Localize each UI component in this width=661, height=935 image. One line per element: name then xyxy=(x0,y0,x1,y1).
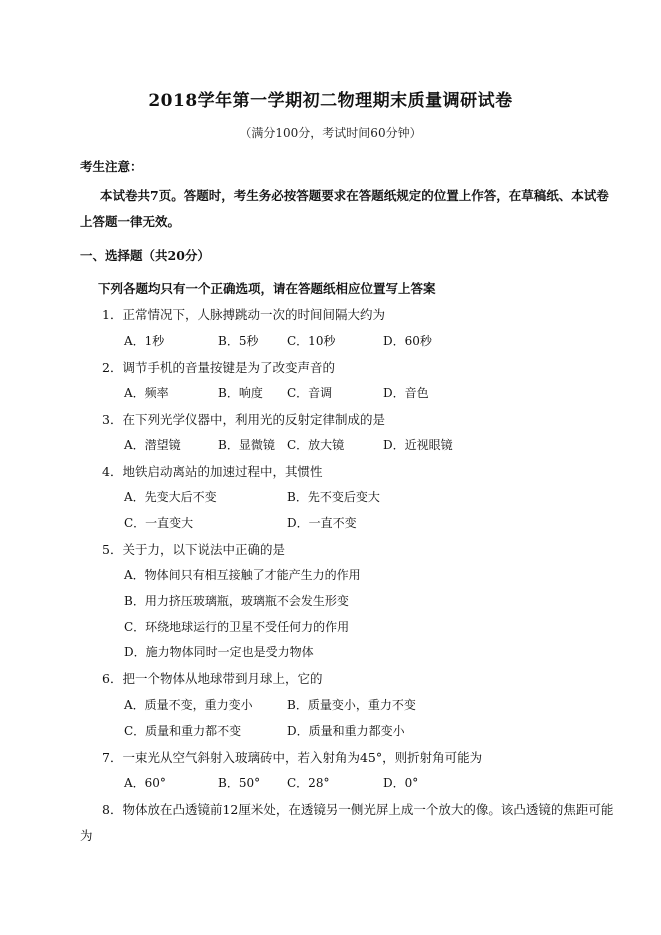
question-7-option-d: D．0° xyxy=(383,776,419,790)
question-6-option-c: C．质量和重力都不变 xyxy=(124,724,242,738)
question-6-stem: 6．把一个物体从地球带到月球上，它的 xyxy=(102,671,323,686)
question-5-stem: 5．关于力，以下说法中正确的是 xyxy=(102,542,285,557)
question-4-stem: 4．地铁启动离站的加速过程中，其惯性 xyxy=(102,464,323,479)
question-6-option-d: D．质量和重力都变小 xyxy=(287,724,405,738)
question-4-option-a: A．先变大后不变 xyxy=(124,490,217,504)
question-2-option-a: A．频率 xyxy=(124,386,169,400)
question-5-option-d: D．施力物体同时一定也是受力物体 xyxy=(124,645,314,659)
question-3-stem: 3．在下列光学仪器中，利用光的反射定律制成的是 xyxy=(102,412,385,427)
question-2-option-d: D．音色 xyxy=(383,386,429,400)
question-7-option-c: C．28° xyxy=(287,776,330,790)
question-3-option-b: B．显微镜 xyxy=(218,438,275,452)
question-5-option-b: B．用力挤压玻璃瓶，玻璃瓶不会发生形变 xyxy=(124,594,349,608)
question-8-continuation: 为 xyxy=(80,828,93,843)
section-instruction: 下列各题均只有一个正确选项，请在答题纸相应位置写上答案 xyxy=(98,281,436,296)
question-3-option-a: A．潜望镜 xyxy=(124,438,181,452)
question-8-stem: 8．物体放在凸透镜前12厘米处，在透镜另一侧光屏上成一个放大的像。该凸透镜的焦距可能 xyxy=(102,802,614,817)
question-2-option-c: C．音调 xyxy=(287,386,333,400)
question-5-option-c: C．环绕地球运行的卫星不受任何力的作用 xyxy=(124,620,350,634)
question-1-option-b: B．5秒 xyxy=(218,334,259,348)
notice-line-1: 本试卷共7页。答题时，考生务必按答题要求在答题纸规定的位置上作答，在草稿纸、本试卷 xyxy=(100,188,609,203)
question-4-option-b: B．先不变后变大 xyxy=(287,490,380,504)
question-7-option-b: B．50° xyxy=(218,776,261,790)
question-4-option-c: C．一直变大 xyxy=(124,516,194,530)
question-3-option-c: C．放大镜 xyxy=(287,438,345,452)
question-1-option-d: D．60秒 xyxy=(383,334,432,348)
question-6-option-a: A．质量不变，重力变小 xyxy=(124,698,253,712)
question-7-stem: 7．一束光从空气斜射入玻璃砖中，若入射角为45°，则折射角可能为 xyxy=(102,750,483,765)
question-7-option-a: A．60° xyxy=(124,776,166,790)
question-2-stem: 2．调节手机的音量按键是为了改变声音的 xyxy=(102,360,335,375)
question-6-option-b: B．质量变小，重力不变 xyxy=(287,698,416,712)
question-3-option-d: D．近视眼镜 xyxy=(383,438,453,452)
question-1-stem: 1．正常情况下，人脉搏跳动一次的时间间隔大约为 xyxy=(102,307,385,322)
notice-line-2: 上答题一律无效。 xyxy=(80,214,181,229)
exam-subtitle: （满分100分，考试时间60分钟） xyxy=(239,126,422,140)
notice-heading: 考生注意： xyxy=(80,159,143,174)
question-4-option-d: D．一直不变 xyxy=(287,516,357,530)
question-1-option-c: C．10秒 xyxy=(287,334,336,348)
question-1-option-a: A．1秒 xyxy=(124,334,165,348)
question-2-option-b: B．响度 xyxy=(218,386,263,400)
question-5-option-a: A．物体间只有相互接触了才能产生力的作用 xyxy=(124,568,361,582)
exam-title: 2018学年第一学期初二物理期末质量调研试卷 xyxy=(148,91,513,111)
section-title: 一、选择题（共20分） xyxy=(80,248,210,263)
